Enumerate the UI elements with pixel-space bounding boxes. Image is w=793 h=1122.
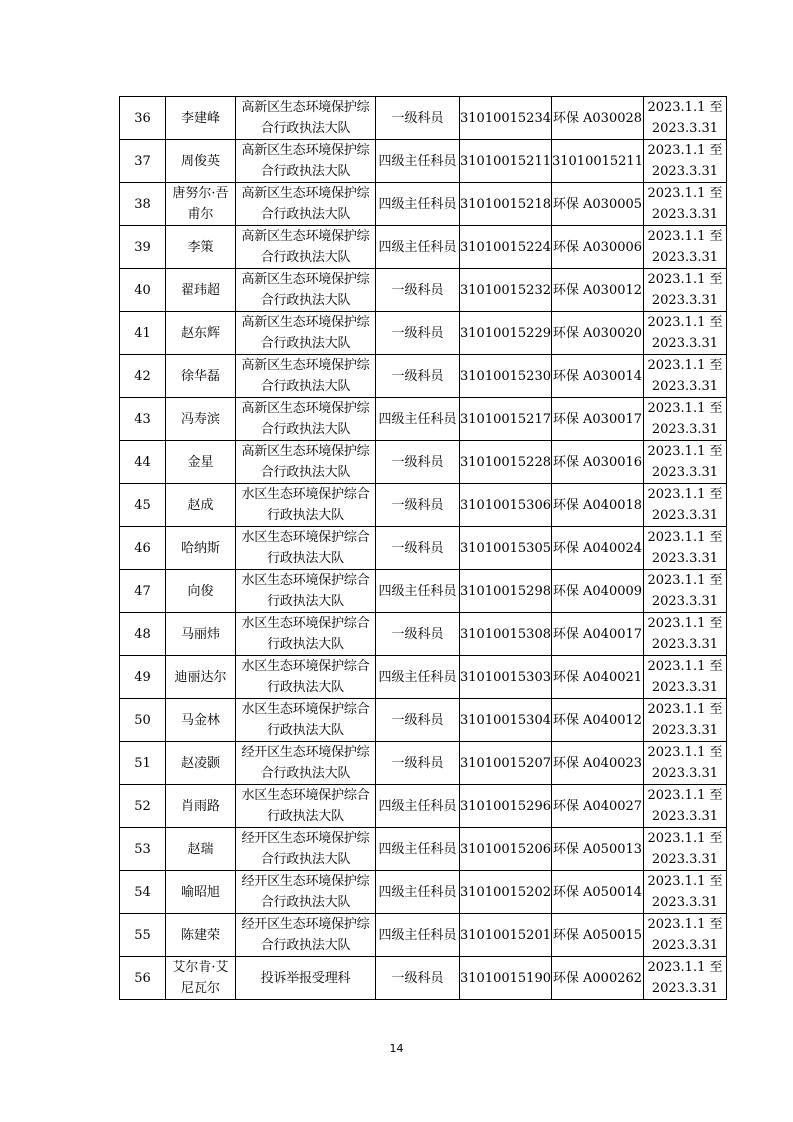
validity-period-cell: 2023.1.1 至 2023.3.31 (643, 914, 726, 957)
table-row (120, 398, 727, 441)
unit-cell: 水区生态环境保护综合行政执法大队 (236, 570, 376, 613)
validity-period-cell: 2023.1.1 至 2023.3.31 (643, 656, 726, 699)
rank-cell: 四级主任科员 (376, 871, 460, 914)
table-row (120, 570, 727, 613)
validity-period-cell: 2023.1.1 至 2023.3.31 (643, 785, 726, 828)
certificate-cell: 环保 A040023 (551, 742, 643, 785)
certificate-cell: 环保 A000262 (551, 957, 643, 1000)
table-row (120, 183, 727, 226)
table-row (120, 656, 727, 699)
certificate-cell: 环保 A030014 (551, 355, 643, 398)
row-number-cell: 46 (120, 527, 166, 570)
unit-cell: 高新区生态环境保护综合行政执法大队 (236, 140, 376, 183)
name-cell: 李策 (166, 226, 236, 269)
rank-cell: 四级主任科员 (376, 140, 460, 183)
name-cell: 李建峰 (166, 97, 236, 140)
table-row (120, 226, 727, 269)
validity-period-cell: 2023.1.1 至 2023.3.31 (643, 871, 726, 914)
id-number-cell: 31010015232 (460, 269, 552, 312)
table-row (120, 699, 727, 742)
id-number-cell: 31010015224 (460, 226, 552, 269)
validity-period-cell: 2023.1.1 至 2023.3.31 (643, 312, 726, 355)
id-number-cell: 31010015207 (460, 742, 552, 785)
validity-period-cell: 2023.1.1 至 2023.3.31 (643, 398, 726, 441)
certificate-cell: 环保 A040024 (551, 527, 643, 570)
table-row (120, 914, 727, 957)
name-cell: 唐努尔·吾甫尔 (166, 183, 236, 226)
certificate-cell: 环保 A030006 (551, 226, 643, 269)
validity-period-cell: 2023.1.1 至 2023.3.31 (643, 527, 726, 570)
row-number-cell: 55 (120, 914, 166, 957)
certificate-cell: 环保 A050015 (551, 914, 643, 957)
id-number-cell: 31010015217 (460, 398, 552, 441)
rank-cell: 一级科员 (376, 441, 460, 484)
name-cell: 陈建荣 (166, 914, 236, 957)
name-cell: 向俊 (166, 570, 236, 613)
unit-cell: 水区生态环境保护综合行政执法大队 (236, 484, 376, 527)
unit-cell: 高新区生态环境保护综合行政执法大队 (236, 441, 376, 484)
name-cell: 艾尔肯·艾尼瓦尔 (166, 957, 236, 1000)
validity-period-cell: 2023.1.1 至 2023.3.31 (643, 140, 726, 183)
rank-cell: 四级主任科员 (376, 914, 460, 957)
table-row (120, 140, 727, 183)
page-number: 14 (389, 1042, 404, 1055)
unit-cell: 高新区生态环境保护综合行政执法大队 (236, 355, 376, 398)
validity-period-cell: 2023.1.1 至 2023.3.31 (643, 742, 726, 785)
certificate-cell: 环保 A040009 (551, 570, 643, 613)
row-number-cell: 43 (120, 398, 166, 441)
row-number-cell: 40 (120, 269, 166, 312)
personnel-table (119, 96, 727, 1000)
rank-cell: 四级主任科员 (376, 398, 460, 441)
certificate-cell: 环保 A040012 (551, 699, 643, 742)
rank-cell: 一级科员 (376, 484, 460, 527)
table-row (120, 312, 727, 355)
unit-cell: 经开区生态环境保护综合行政执法大队 (236, 742, 376, 785)
unit-cell: 投诉举报受理科 (236, 957, 376, 1000)
validity-period-cell: 2023.1.1 至 2023.3.31 (643, 226, 726, 269)
unit-cell: 高新区生态环境保护综合行政执法大队 (236, 269, 376, 312)
table-row (120, 871, 727, 914)
unit-cell: 高新区生态环境保护综合行政执法大队 (236, 97, 376, 140)
row-number-cell: 38 (120, 183, 166, 226)
name-cell: 马金林 (166, 699, 236, 742)
rank-cell: 一级科员 (376, 613, 460, 656)
name-cell: 赵凌颢 (166, 742, 236, 785)
id-number-cell: 31010015303 (460, 656, 552, 699)
unit-cell: 水区生态环境保护综合行政执法大队 (236, 656, 376, 699)
id-number-cell: 31010015296 (460, 785, 552, 828)
id-number-cell: 31010015202 (460, 871, 552, 914)
row-number-cell: 52 (120, 785, 166, 828)
certificate-cell: 环保 A050014 (551, 871, 643, 914)
table-row (120, 484, 727, 527)
rank-cell: 四级主任科员 (376, 656, 460, 699)
certificate-cell: 环保 A040017 (551, 613, 643, 656)
unit-cell: 高新区生态环境保护综合行政执法大队 (236, 398, 376, 441)
id-number-cell: 31010015304 (460, 699, 552, 742)
row-number-cell: 53 (120, 828, 166, 871)
unit-cell: 经开区生态环境保护综合行政执法大队 (236, 828, 376, 871)
unit-cell: 水区生态环境保护综合行政执法大队 (236, 527, 376, 570)
row-number-cell: 56 (120, 957, 166, 1000)
row-number-cell: 37 (120, 140, 166, 183)
table-row (120, 269, 727, 312)
rank-cell: 一级科员 (376, 269, 460, 312)
id-number-cell: 31010015306 (460, 484, 552, 527)
table-row (120, 441, 727, 484)
certificate-cell: 环保 A030016 (551, 441, 643, 484)
rank-cell: 一级科员 (376, 699, 460, 742)
row-number-cell: 36 (120, 97, 166, 140)
table-row (120, 785, 727, 828)
rank-cell: 一级科员 (376, 742, 460, 785)
rank-cell: 一级科员 (376, 957, 460, 1000)
id-number-cell: 31010015230 (460, 355, 552, 398)
validity-period-cell: 2023.1.1 至 2023.3.31 (643, 183, 726, 226)
id-number-cell: 31010015190 (460, 957, 552, 1000)
row-number-cell: 45 (120, 484, 166, 527)
certificate-cell: 环保 A030005 (551, 183, 643, 226)
table-row (120, 828, 727, 871)
id-number-cell: 31010015218 (460, 183, 552, 226)
unit-cell: 经开区生态环境保护综合行政执法大队 (236, 871, 376, 914)
row-number-cell: 51 (120, 742, 166, 785)
name-cell: 赵东辉 (166, 312, 236, 355)
validity-period-cell: 2023.1.1 至 2023.3.31 (643, 269, 726, 312)
table-row (120, 355, 727, 398)
name-cell: 翟玮超 (166, 269, 236, 312)
row-number-cell: 50 (120, 699, 166, 742)
rank-cell: 一级科员 (376, 355, 460, 398)
name-cell: 赵成 (166, 484, 236, 527)
certificate-cell: 环保 A040027 (551, 785, 643, 828)
name-cell: 马丽炜 (166, 613, 236, 656)
name-cell: 肖雨路 (166, 785, 236, 828)
rank-cell: 四级主任科员 (376, 828, 460, 871)
id-number-cell: 31010015234 (460, 97, 552, 140)
row-number-cell: 48 (120, 613, 166, 656)
rank-cell: 一级科员 (376, 97, 460, 140)
validity-period-cell: 2023.1.1 至 2023.3.31 (643, 957, 726, 1000)
rank-cell: 一级科员 (376, 312, 460, 355)
unit-cell: 经开区生态环境保护综合行政执法大队 (236, 914, 376, 957)
validity-period-cell: 2023.1.1 至 2023.3.31 (643, 699, 726, 742)
validity-period-cell: 2023.1.1 至 2023.3.31 (643, 355, 726, 398)
certificate-cell: 环保 A030017 (551, 398, 643, 441)
validity-period-cell: 2023.1.1 至 2023.3.31 (643, 570, 726, 613)
name-cell: 赵瑞 (166, 828, 236, 871)
row-number-cell: 44 (120, 441, 166, 484)
id-number-cell: 31010015229 (460, 312, 552, 355)
row-number-cell: 49 (120, 656, 166, 699)
unit-cell: 高新区生态环境保护综合行政执法大队 (236, 226, 376, 269)
rank-cell: 四级主任科员 (376, 785, 460, 828)
name-cell: 周俊英 (166, 140, 236, 183)
id-number-cell: 31010015305 (460, 527, 552, 570)
id-number-cell: 31010015206 (460, 828, 552, 871)
validity-period-cell: 2023.1.1 至 2023.3.31 (643, 484, 726, 527)
row-number-cell: 54 (120, 871, 166, 914)
rank-cell: 一级科员 (376, 527, 460, 570)
certificate-cell: 环保 A030020 (551, 312, 643, 355)
unit-cell: 高新区生态环境保护综合行政执法大队 (236, 183, 376, 226)
certificate-cell: 环保 A040021 (551, 656, 643, 699)
name-cell: 徐华磊 (166, 355, 236, 398)
row-number-cell: 42 (120, 355, 166, 398)
table-row (120, 97, 727, 140)
unit-cell: 水区生态环境保护综合行政执法大队 (236, 613, 376, 656)
id-number-cell: 31010015228 (460, 441, 552, 484)
certificate-cell: 环保 A030012 (551, 269, 643, 312)
table-row (120, 613, 727, 656)
rank-cell: 四级主任科员 (376, 570, 460, 613)
name-cell: 哈纳斯 (166, 527, 236, 570)
name-cell: 喻昭旭 (166, 871, 236, 914)
validity-period-cell: 2023.1.1 至 2023.3.31 (643, 97, 726, 140)
name-cell: 迪丽达尔 (166, 656, 236, 699)
validity-period-cell: 2023.1.1 至 2023.3.31 (643, 441, 726, 484)
row-number-cell: 39 (120, 226, 166, 269)
name-cell: 金星 (166, 441, 236, 484)
id-number-cell: 31010015211 (460, 140, 552, 183)
row-number-cell: 47 (120, 570, 166, 613)
name-cell: 冯寿滨 (166, 398, 236, 441)
validity-period-cell: 2023.1.1 至 2023.3.31 (643, 828, 726, 871)
id-number-cell: 31010015201 (460, 914, 552, 957)
unit-cell: 高新区生态环境保护综合行政执法大队 (236, 312, 376, 355)
certificate-cell: 环保 A040018 (551, 484, 643, 527)
table-row (120, 957, 727, 1000)
validity-period-cell: 2023.1.1 至 2023.3.31 (643, 613, 726, 656)
unit-cell: 水区生态环境保护综合行政执法大队 (236, 699, 376, 742)
certificate-cell: 环保 A050013 (551, 828, 643, 871)
id-number-cell: 31010015298 (460, 570, 552, 613)
unit-cell: 水区生态环境保护综合行政执法大队 (236, 785, 376, 828)
id-number-cell: 31010015308 (460, 613, 552, 656)
rank-cell: 四级主任科员 (376, 183, 460, 226)
table-row (120, 527, 727, 570)
table-row (120, 742, 727, 785)
certificate-cell: 31010015211 (551, 140, 643, 183)
rank-cell: 四级主任科员 (376, 226, 460, 269)
certificate-cell: 环保 A030028 (551, 97, 643, 140)
row-number-cell: 41 (120, 312, 166, 355)
